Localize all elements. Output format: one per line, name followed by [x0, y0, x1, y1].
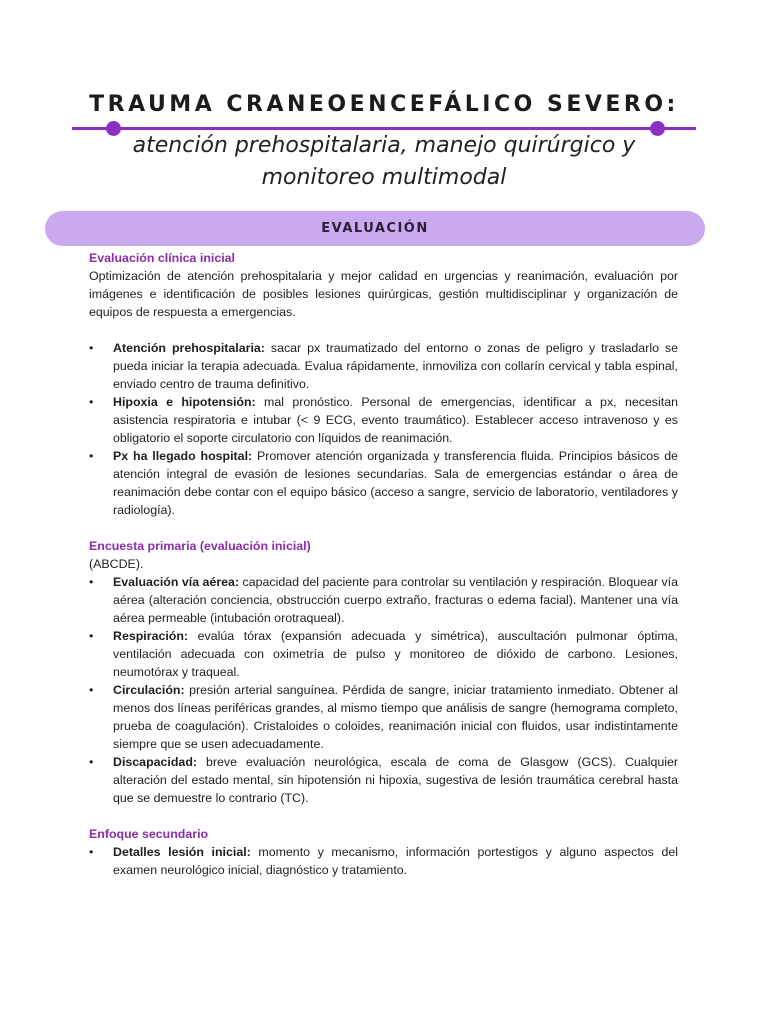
item-text: breve evaluación neurológica, escala de coma de Glasgow (GCS). Cualquier alteración del estado mental, sin hipotensión ni hipoxia, sugestiva de lesión traumática cerebral hasta que se demuestre lo contrario (TC).: [113, 755, 678, 805]
abcde-label: (ABCDE).: [89, 557, 144, 571]
item-text: sacar px traumatizado del entorno o zonas de peligro y trasladarlo se pueda iniciar la terapia adecuada. Evalua rápidamente, inmoviliza con collarín cervical y tabla espinal, enviado centro de trauma definitivo.: [113, 341, 678, 391]
clinical-heading: Evaluación clínica inicial: [89, 251, 235, 265]
list-item: [89, 393, 678, 447]
document-content: [89, 249, 678, 879]
list-item: [89, 753, 678, 807]
item-term: Evaluación vía aérea:: [113, 575, 240, 589]
secondary-heading: Enfoque secundario: [89, 827, 209, 841]
subtitle-line-2: monitoreo multimodal: [261, 165, 507, 190]
bullet-icon: •: [89, 683, 94, 697]
list-item: [89, 843, 678, 879]
item-term: Atención prehospitalaria:: [113, 341, 265, 355]
item-term: Discapacidad:: [113, 755, 198, 769]
bullet-icon: •: [89, 575, 94, 589]
item-term: Px ha llegado hospital:: [113, 449, 253, 463]
item-term: Detalles lesión inicial:: [113, 845, 251, 859]
list-item: [89, 447, 678, 519]
item-term: Circulación:: [113, 683, 185, 697]
document-title: TRAUMA CRANEOENCEFÁLICO SEVERO:: [89, 92, 679, 117]
item-text: mal pronóstico. Personal de emergencias, identificar a px, necesitan asistencia respiratoria e intubar (< 9 ECG, evento traumático). Establecer acceso intravenoso y es obligatorio el soporte circulatorio con líquidos de reanimación.: [113, 395, 678, 445]
list-item: [89, 339, 678, 393]
list-item: [89, 627, 678, 681]
bullet-icon: •: [89, 755, 94, 769]
bullet-icon: •: [89, 629, 94, 643]
item-text: presión arterial sanguínea. Pérdida de sangre, iniciar tratamiento inmediato. Obtener al menos dos líneas periféricas grandes, al mismo tiempo que análisis de sangre (hemograma completo, prueba de coagulación). Cristaloides o coloides, reanimación inicial con fluidos, usar indistintamente siempre que se usen adecuadamente.: [113, 683, 678, 751]
primary-list: [89, 573, 678, 807]
clinical-intro: Optimización de atención prehospitalaria y mejor calidad en urgencias y reanimación, evaluación por imágenes e identificación de posibles lesiones quirúrgicas, gestión multidisciplinar y organización de equipos de respuesta a emergencias.: [89, 269, 678, 319]
list-item: [89, 681, 678, 753]
bullet-icon: •: [89, 449, 94, 463]
item-text: momento y mecanismo, información portestigos y alguno aspectos del examen neurológico inicial, diagnóstico y tratamiento.: [113, 845, 678, 877]
item-text: capacidad del paciente para controlar su ventilación y respiración. Bloquear vía aérea (alteración conciencia, obstrucción cuerpo extraño, fracturas o edema facial). Mantener una vía aérea permeable (intubación orotraqueal).: [113, 575, 678, 625]
bullet-icon: •: [89, 845, 94, 859]
secondary-list: [89, 843, 678, 879]
bullet-icon: •: [89, 341, 94, 355]
item-term: Hipoxia e hipotensión:: [113, 395, 256, 409]
spacer: [89, 321, 678, 339]
item-text: Promover atención organizada y transferencia fluida. Principios básicos de atención integral de evasión de lesiones secundarias. Sala de emergencias estándar o área de reanimación debe contar con el equipo básico (acceso a sangre, servicio de laboratorio, ventiladores y radiología).: [113, 449, 678, 517]
clinical-list: [89, 339, 678, 519]
list-item: [89, 573, 678, 627]
section-band-evaluacion: EVALUACIÓN: [45, 211, 705, 246]
subtitle-line-1: atención prehospitalaria, manejo quirúrgico y: [132, 133, 636, 158]
item-text: evalúa tórax (expansión adecuada y simétrica), auscultación pulmonar óptima, ventilación adecuada con oximetría de pulso y monitoreo de dióxido de carbono. Lesiones, neumotórax y traqueal.: [113, 629, 678, 679]
item-term: Respiración:: [113, 629, 189, 643]
primary-heading: Encuesta primaria (evaluación inicial): [89, 539, 311, 553]
bullet-icon: •: [89, 395, 94, 409]
document-subtitle: [60, 130, 708, 194]
